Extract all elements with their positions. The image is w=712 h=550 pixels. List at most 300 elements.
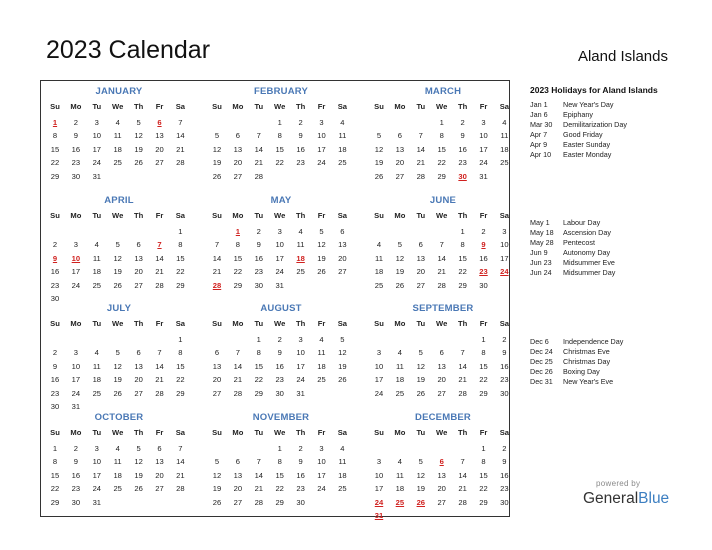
month-name: JANUARY (95, 86, 143, 97)
week-row (45, 129, 193, 142)
calendar-date: 30 (500, 388, 509, 398)
calendar-date: 6 (235, 131, 240, 141)
calendar-date: 17 (92, 470, 102, 480)
calendar-date: 30 (50, 402, 60, 411)
calendar-date: 1 (178, 227, 183, 236)
calendar-date: 27 (212, 388, 222, 398)
week-row (45, 373, 193, 386)
calendar-date: 25 (338, 484, 347, 494)
calendar-date: 5 (115, 240, 120, 250)
weekday-label: Fr (155, 102, 164, 111)
calendar-date: 24 (374, 388, 384, 398)
calendar-date: 19 (317, 253, 326, 263)
brand-logo-general: General (583, 490, 639, 507)
calendar-date: 8 (277, 457, 282, 467)
holiday-date-label: Dec 26 (530, 367, 553, 376)
weekday-label: Mo (232, 102, 244, 111)
calendar-date: 12 (212, 470, 222, 480)
calendar-date: 17 (71, 267, 81, 277)
weekday-label: We (112, 428, 124, 437)
weekday-label: Th (457, 211, 468, 220)
weekday-label: Mo (232, 428, 244, 437)
calendar-date: 15 (479, 361, 488, 371)
weekday-label: Su (50, 428, 60, 437)
calendar-date: 15 (275, 144, 284, 154)
weekday-header-row (369, 426, 517, 439)
holiday-date-label: May 28 (530, 238, 554, 247)
holiday-date: 25 (395, 497, 405, 507)
holiday-date: 24 (374, 497, 384, 507)
calendar-date: 21 (176, 144, 185, 154)
weekday-label: Mo (70, 319, 82, 328)
calendar-date: 10 (296, 348, 305, 358)
calendar-date: 7 (460, 457, 465, 467)
weekday-label: Th (457, 102, 468, 111)
page-title: 2023 Calendar (46, 36, 211, 64)
weekday-label: Su (212, 211, 222, 220)
calendar-date: 18 (113, 470, 122, 480)
calendar-date: 9 (502, 348, 507, 358)
calendar-date: 28 (233, 388, 243, 398)
calendar-date: 24 (92, 158, 102, 168)
brand-logo-blue: Blue (638, 490, 670, 507)
calendar-date: 4 (502, 118, 507, 127)
holiday-name: Good Friday (563, 130, 603, 139)
holiday-name: Pentecost (563, 238, 595, 247)
week-row (207, 360, 355, 373)
calendar-date: 26 (416, 388, 426, 398)
calendar-date: 9 (298, 457, 303, 467)
calendar-date: 13 (233, 470, 243, 480)
holiday-date: 23 (479, 267, 488, 277)
week-row (45, 455, 193, 468)
week-row (369, 225, 517, 238)
holiday-name: Christmas Eve (563, 347, 610, 356)
calendar-date: 29 (233, 280, 243, 290)
calendar-date: 4 (340, 444, 345, 453)
month-name: MAY (270, 195, 292, 206)
calendar-date: 22 (479, 375, 488, 385)
weekday-header-row (207, 209, 355, 222)
holiday-name: Easter Sunday (563, 140, 611, 149)
holidays-title: 2023 Holidays for Aland Islands (530, 85, 658, 95)
calendar-date: 3 (94, 444, 99, 453)
month-name: APRIL (104, 195, 134, 206)
holiday-date: 1 (235, 227, 240, 236)
weekday-label: Sa (337, 211, 348, 220)
calendar-date: 7 (178, 444, 183, 453)
calendar-date: 6 (397, 131, 402, 141)
calendar-date: 22 (275, 484, 284, 494)
weekday-label: Mo (70, 428, 82, 437)
weekday-label: Tu (92, 211, 102, 220)
holiday-name: Midsummer Eve (563, 258, 615, 267)
calendar-date: 21 (458, 484, 467, 494)
calendar-date: 3 (277, 227, 282, 236)
week-row (369, 496, 517, 509)
calendar-date: 27 (134, 280, 143, 290)
calendar-date: 2 (298, 444, 303, 453)
weekday-label: Tu (416, 428, 426, 437)
calendar-date: 24 (296, 375, 305, 385)
calendar-date: 25 (92, 280, 102, 290)
holiday-name: Christmas Day (563, 357, 611, 366)
calendar-date: 20 (416, 267, 426, 277)
weekday-label: We (112, 319, 124, 328)
calendar-date: 29 (479, 497, 488, 507)
week-row (369, 455, 517, 468)
weekday-label: Sa (175, 211, 186, 220)
weekday-label: Su (212, 428, 222, 437)
weekday-label: Tu (416, 211, 426, 220)
calendar-date: 6 (418, 240, 423, 250)
calendar-date: 7 (214, 240, 220, 250)
week-row (369, 238, 517, 251)
calendar-date: 31 (92, 171, 102, 181)
holiday-date: 9 (481, 240, 486, 250)
week-row (369, 482, 517, 495)
holiday-name: Midsummer Day (563, 268, 616, 277)
week-row (207, 238, 355, 251)
calendar-date: 12 (416, 470, 426, 480)
week-row (45, 225, 193, 238)
weekday-label: Fr (479, 428, 488, 437)
weekday-label: Mo (232, 211, 244, 220)
calendar-date: 22 (233, 267, 243, 277)
calendar-date: 1 (277, 444, 282, 453)
calendar-date: 4 (376, 240, 382, 250)
calendar-date: 17 (500, 253, 509, 263)
calendar-date: 27 (395, 171, 405, 181)
calendar-date: 8 (178, 240, 183, 250)
calendar-date: 23 (458, 158, 467, 168)
week-row (207, 170, 355, 183)
holiday-date-label: Apr 9 (530, 140, 548, 149)
calendar-date: 14 (212, 253, 222, 263)
calendar-date: 27 (155, 158, 164, 168)
week-row (369, 143, 517, 156)
calendar-date: 20 (155, 144, 164, 154)
calendar-date: 2 (52, 348, 58, 358)
calendar-date: 8 (460, 240, 465, 250)
calendar-date: 16 (275, 361, 284, 371)
week-row (45, 252, 193, 265)
week-row (207, 469, 355, 482)
calendar-date: 25 (92, 388, 102, 398)
calendar-date: 14 (233, 361, 243, 371)
weekday-label: Tu (254, 319, 264, 328)
calendar-date: 9 (277, 348, 282, 358)
calendar-date: 15 (275, 470, 284, 480)
week-row (45, 156, 193, 169)
calendar-date: 12 (134, 131, 143, 141)
calendar-date: 22 (275, 158, 284, 168)
calendar-date: 1 (481, 335, 486, 344)
calendar-date: 5 (376, 131, 382, 141)
calendar-date: 24 (92, 484, 102, 494)
weekday-label: We (274, 319, 286, 328)
calendar-date: 12 (395, 253, 405, 263)
calendar-date: 22 (176, 375, 185, 385)
calendar-date: 29 (275, 497, 284, 507)
week-row (369, 170, 517, 183)
holiday-date: 18 (296, 253, 305, 263)
calendar-date: 31 (479, 171, 488, 181)
weekday-label: Th (133, 102, 144, 111)
calendar-date: 22 (176, 267, 185, 277)
calendar-date: 7 (256, 131, 261, 141)
weekday-label: We (112, 211, 124, 220)
calendar-date: 11 (92, 253, 101, 263)
calendar-date: 17 (92, 144, 102, 154)
calendar-date: 31 (296, 388, 305, 398)
calendar-date: 11 (338, 131, 347, 141)
calendar-date: 28 (458, 388, 467, 398)
weekday-label: Fr (317, 211, 326, 220)
calendar-date: 23 (71, 484, 81, 494)
calendar-date: 10 (71, 361, 81, 371)
calendar-date: 2 (73, 444, 78, 453)
calendar-date: 13 (338, 240, 347, 250)
calendar-date: 2 (502, 335, 507, 344)
calendar-date: 13 (155, 131, 164, 141)
month-name: FEBRUARY (253, 86, 309, 97)
calendar-date: 29 (458, 280, 467, 290)
calendar-date: 28 (176, 158, 185, 168)
weekday-label: Sa (337, 102, 348, 111)
calendar-date: 6 (340, 227, 345, 236)
calendar-date: 2 (298, 118, 303, 127)
holiday-date: 6 (157, 118, 162, 127)
calendar-date: 6 (136, 240, 141, 250)
calendar-date: 25 (338, 158, 347, 168)
weekday-label: Mo (394, 211, 406, 220)
calendar-date: 23 (50, 280, 60, 290)
weekday-label: Th (457, 428, 468, 437)
calendar-date: 17 (374, 484, 384, 494)
weekday-label: We (436, 102, 448, 111)
weekday-label: We (274, 211, 286, 220)
calendar-date: 27 (416, 280, 426, 290)
calendar-date: 4 (115, 444, 120, 453)
calendar-date: 11 (92, 361, 101, 371)
weekday-label: Mo (394, 102, 406, 111)
calendar-date: 3 (319, 444, 324, 453)
calendar-date: 17 (317, 144, 326, 154)
calendar-date: 11 (296, 240, 305, 250)
weekday-header-row (369, 100, 517, 113)
calendar-date: 18 (317, 361, 326, 371)
calendar-date: 23 (500, 484, 509, 494)
powered-by-text: powered by (596, 479, 641, 488)
calendar-date: 14 (458, 470, 467, 480)
holiday-date: 10 (71, 253, 81, 263)
weekday-label: Su (212, 319, 222, 328)
calendar-date: 16 (50, 267, 60, 277)
weekday-label: Fr (155, 428, 164, 437)
calendar-date: 2 (502, 444, 507, 453)
calendar-date: 28 (437, 280, 446, 290)
calendar-date: 1 (439, 118, 444, 127)
holiday-date-label: Jun 24 (530, 268, 552, 277)
calendar-date: 26 (212, 171, 222, 181)
calendar-date: 26 (317, 267, 326, 277)
week-row (369, 346, 517, 359)
week-row (45, 279, 193, 292)
calendar-date: 2 (73, 118, 78, 127)
calendar-date: 30 (500, 497, 509, 507)
calendar-date: 29 (50, 171, 60, 181)
calendar-date: 5 (136, 444, 141, 453)
calendar-date: 31 (92, 497, 102, 507)
calendar-date: 29 (479, 388, 488, 398)
calendar-date: 27 (134, 388, 143, 398)
calendar-date: 17 (71, 375, 81, 385)
week-row (369, 265, 517, 278)
holiday-date: 26 (416, 497, 426, 507)
calendar-date: 18 (92, 267, 102, 277)
calendar-date: 15 (479, 470, 488, 480)
calendar-date: 16 (500, 470, 509, 480)
holiday-date: 1 (52, 118, 58, 127)
calendar-date: 18 (92, 375, 102, 385)
week-row (207, 496, 355, 509)
holiday-date: 6 (439, 457, 444, 467)
calendar-date: 3 (376, 457, 382, 467)
week-row (207, 482, 355, 495)
holiday-date-label: Dec 31 (530, 377, 553, 386)
calendar-date: 20 (437, 375, 446, 385)
calendar-date: 21 (155, 267, 164, 277)
calendar-date: 25 (296, 267, 305, 277)
calendar-date: 7 (235, 348, 240, 358)
week-row (369, 509, 517, 522)
weekday-header-row (207, 317, 355, 330)
weekday-label: Tu (92, 428, 102, 437)
calendar-date: 30 (296, 497, 305, 507)
holiday-date: 30 (458, 171, 467, 181)
calendar-date: 26 (212, 497, 222, 507)
week-row (369, 360, 517, 373)
holiday-name: Epiphany (563, 110, 593, 119)
holiday-date-label: Jun 9 (530, 248, 548, 257)
calendar-date: 10 (479, 131, 488, 141)
calendar-date: 18 (113, 144, 122, 154)
weekday-label: Th (295, 211, 306, 220)
calendar-date: 29 (50, 497, 60, 507)
calendar-date: 14 (155, 361, 164, 371)
holiday-date-label: Jun 23 (530, 258, 552, 267)
calendar-date: 13 (437, 470, 446, 480)
week-row (45, 265, 193, 278)
weekday-label: We (436, 319, 448, 328)
weekday-label: We (112, 102, 124, 111)
holiday-date-label: Mar 30 (530, 120, 553, 129)
calendar-date: 4 (94, 348, 99, 358)
calendar-date: 19 (212, 158, 222, 168)
calendar-date: 30 (275, 388, 284, 398)
calendar-date: 6 (136, 348, 141, 358)
holiday-name: Labour Day (563, 218, 601, 227)
month-name: OCTOBER (94, 412, 144, 423)
weekday-label: Tu (254, 211, 264, 220)
calendar-date: 15 (233, 253, 243, 263)
calendar-date: 16 (71, 470, 81, 480)
calendar-date: 14 (416, 144, 426, 154)
brand-logo[interactable] (583, 490, 669, 508)
weekday-label: Mo (394, 319, 406, 328)
calendar-date: 26 (338, 375, 347, 385)
calendar-date: 5 (136, 118, 141, 127)
calendar-date: 13 (134, 253, 143, 263)
calendar-date: 7 (439, 240, 444, 250)
holiday-name: Easter Monday (563, 150, 612, 159)
calendar-date: 2 (481, 227, 486, 236)
calendar-date: 14 (254, 144, 264, 154)
calendar-date: 2 (52, 240, 58, 250)
calendar-date: 27 (437, 388, 446, 398)
calendar-date: 23 (296, 158, 305, 168)
calendar-date: 30 (479, 280, 488, 290)
calendar-date: 17 (479, 144, 488, 154)
calendar-date: 2 (460, 118, 465, 127)
week-row (45, 360, 193, 373)
calendar-date: 3 (298, 335, 303, 344)
calendar-date: 4 (94, 240, 99, 250)
calendar-date: 27 (155, 484, 164, 494)
calendar-date: 20 (134, 267, 143, 277)
calendar-date: 23 (254, 267, 264, 277)
calendar-date: 26 (113, 280, 122, 290)
calendar-date: 4 (397, 457, 402, 467)
week-row (45, 387, 193, 400)
calendar-date: 6 (157, 444, 162, 453)
calendar-date: 24 (71, 388, 81, 398)
calendar-date: 12 (113, 361, 122, 371)
calendar-date: 12 (374, 144, 384, 154)
holiday-name: Ascension Day (563, 228, 611, 237)
weekday-label: Tu (416, 319, 426, 328)
calendar-date: 18 (395, 375, 405, 385)
weekday-label: Tu (92, 319, 102, 328)
calendar-date: 2 (277, 335, 282, 344)
calendar-date: 3 (376, 348, 382, 358)
weekday-header-row (45, 317, 193, 330)
calendar-date: 15 (50, 144, 60, 154)
weekday-label: Fr (317, 319, 326, 328)
calendar-date: 10 (317, 457, 326, 467)
month-name: JUNE (429, 195, 457, 206)
calendar-date: 22 (50, 484, 60, 494)
weekday-label: Su (374, 102, 384, 111)
week-row (207, 116, 355, 129)
calendar-date: 29 (176, 280, 185, 290)
weekday-header-row (207, 426, 355, 439)
calendar-date: 4 (340, 118, 345, 127)
calendar-date: 20 (338, 253, 347, 263)
calendar-date: 15 (176, 361, 185, 371)
calendar-date: 6 (235, 457, 240, 467)
calendar-date: 24 (275, 267, 284, 277)
calendar-date: 21 (458, 375, 467, 385)
calendar-date: 16 (71, 144, 81, 154)
calendar-date: 18 (374, 267, 384, 277)
calendar-date: 13 (437, 361, 446, 371)
weekday-label: Sa (175, 428, 186, 437)
calendar-date: 15 (458, 253, 467, 263)
calendar-date: 22 (458, 267, 467, 277)
calendar-date: 10 (500, 240, 509, 250)
